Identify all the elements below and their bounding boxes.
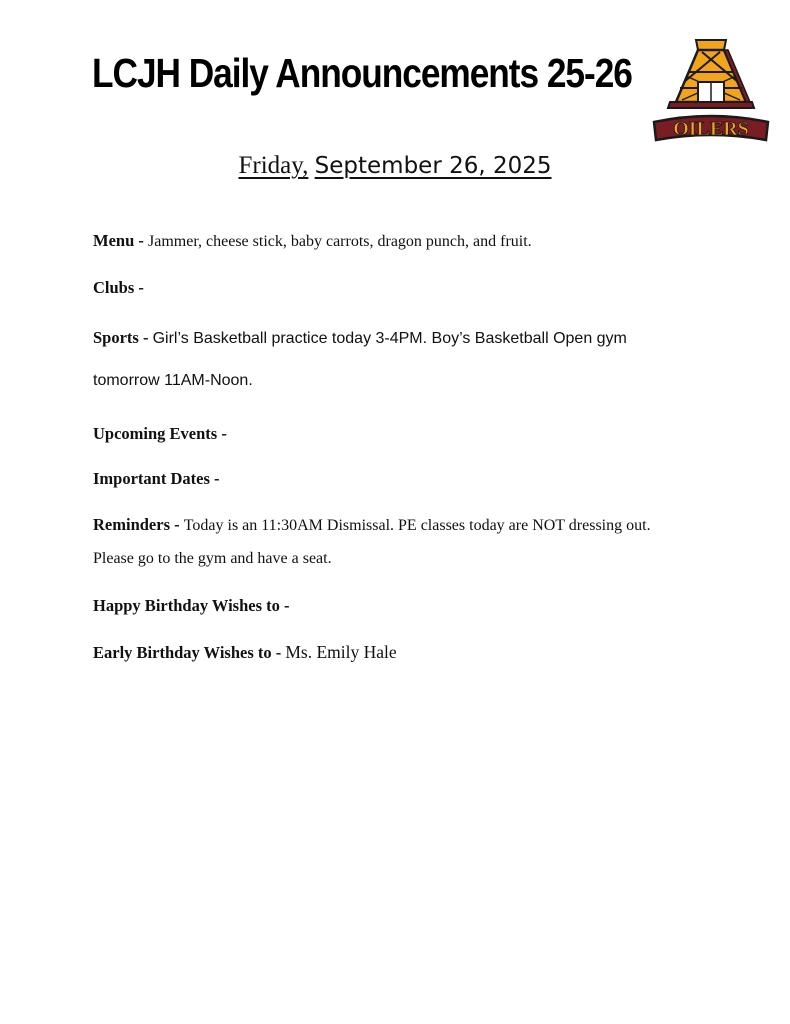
sports-section [93,328,713,348]
menu-label: Menu - [93,231,148,250]
early-birthday-section [93,642,713,663]
reminders-line-2: Please go to the gym and have a seat. [93,550,332,567]
clubs-label: Clubs - [93,278,144,297]
reminders-section [93,515,713,535]
important-dates-label: Important Dates - [93,469,220,488]
date-day: Friday, [238,152,309,179]
early-birthday-name: Ms. Emily Hale [285,642,397,662]
oil-derrick-icon [668,40,754,108]
important-dates-section [93,469,713,489]
reminders-line-1: Today is an 11:30AM Dismissal. PE classes today are NOT dressing out. [183,517,651,534]
reminders-label: Reminders - [93,515,184,534]
sports-line-1: Girl’s Basketball practice today 3-4PM. Boy’s Basketball Open gym [152,330,627,347]
reminders-continuation [93,550,713,568]
oilers-derrick-logo [650,36,772,142]
happy-birthday-section [93,596,713,616]
clubs-section [93,278,713,298]
sports-continuation [93,372,713,390]
svg-text:OILERS: OILERS [673,118,749,140]
early-birthday-label: Early Birthday Wishes to - [93,643,286,662]
happy-birthday-label: Happy Birthday Wishes to - [93,596,290,615]
date-rest: September 26, 2025 [314,153,552,179]
sports-line-2: tomorrow 11AM-Noon. [93,372,253,389]
announcement-date [0,152,790,180]
upcoming-events-section [93,424,713,444]
sports-label: Sports - [93,328,153,347]
menu-section [93,231,713,251]
upcoming-events-label: Upcoming Events - [93,424,227,443]
menu-value: Jammer, cheese stick, baby carrots, dragon punch, and fruit. [148,233,532,250]
oilers-wordmark [654,116,768,140]
page-title: LCJH Daily Announcements 25-26 [92,50,632,96]
